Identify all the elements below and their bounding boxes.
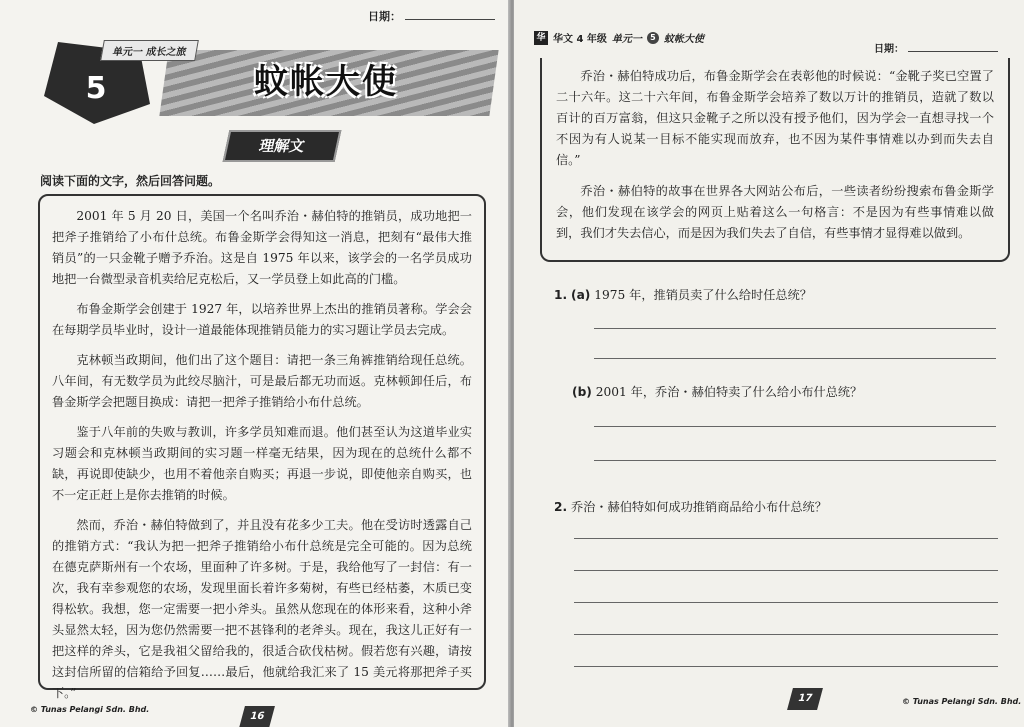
date-label: 日期：: [368, 10, 401, 23]
answer-line[interactable]: [574, 666, 998, 667]
passage-paragraph: 布鲁金斯学会创建于 1927 年，以培养世界上杰出的推销员著称。学会会在每期学员毕业时，设计一道最能体现推销员能力的实习题让学员去完成。: [52, 302, 472, 337]
date-field-right: [874, 40, 998, 55]
question-text: 1975 年，推销员卖了什么给时任总统？: [594, 288, 812, 302]
left-page: [0, 0, 510, 727]
header-grade: 华文 4 年级: [553, 34, 607, 45]
page-number: 17: [787, 688, 823, 710]
unit-tag: 单元一 成长之旅: [100, 40, 199, 61]
question-1a: [554, 286, 812, 303]
date-line[interactable]: [405, 19, 495, 20]
date-line[interactable]: [908, 51, 998, 52]
publisher-footer: © Tunas Pelangi Sdn. Bhd.: [30, 705, 150, 714]
passage-paragraph: 乔治・赫伯特成功后，布鲁金斯学会在表彰他的时候说：“金靴子奖已空置了二十六年。这二十六年间，布鲁金斯学会培养了数以万计的推销员，造就了数以百计的百万富翁，但这只金靴子之所以没有授予他们，因为学会一直想寻找一个不因为有人说某一目标不能实现而放弃，也不因为某件事情难以办到而失去自信。”: [556, 69, 994, 167]
passage-paragraph: 克林顿当政期间，他们出了这个题目：请把一条三角裤推销给现任总统。八年间，有无数学员为此绞尽脑汁，可是最后都无功而返。克林顿卸任后，布鲁金斯学会把题目换成：请把一把斧子推销给小布什总统。: [52, 353, 472, 409]
question-number: 1.: [554, 288, 568, 302]
question-text: 乔治・赫伯特如何成功推销商品给小布什总统？: [571, 500, 827, 514]
series-logo-icon: 华: [534, 31, 548, 45]
question-1b: [572, 383, 862, 400]
reading-passage-continued: [540, 58, 1010, 262]
question-text: 2001 年，乔治・赫伯特卖了什么给小布什总统？: [595, 385, 863, 399]
lesson-banner: [44, 40, 489, 124]
header-lesson-title: 蚊帐大使: [663, 34, 704, 45]
question-number: 2.: [554, 500, 568, 514]
right-page: [514, 0, 1024, 727]
section-label: 理解文: [223, 130, 342, 162]
lesson-number: 5: [85, 71, 107, 106]
answer-line[interactable]: [594, 358, 996, 359]
lesson-title: 蚊帐大使: [254, 62, 398, 102]
answer-line[interactable]: [594, 328, 996, 329]
answer-line[interactable]: [574, 570, 998, 571]
answer-line[interactable]: [594, 426, 996, 427]
question-part: (b): [572, 385, 592, 399]
passage-paragraph: 2001 年 5 月 20 日，美国一个名叫乔治・赫伯特的推销员，成功地把一把斧子推销给了小布什总统。布鲁金斯学会得知这一消息，把刻有“最伟大推销员”的一只金靴子赠予乔治。这是自 1975 年以来，该学会的一名学员成功地把一台微型录音机卖给尼克松后，又一学员登上如此高的门槛。: [52, 209, 472, 286]
page-header: [534, 30, 704, 45]
question-part: (a): [571, 288, 591, 302]
answer-line[interactable]: [574, 634, 998, 635]
answer-line[interactable]: [574, 602, 998, 603]
header-lesson-number: 5: [647, 32, 659, 44]
answer-line[interactable]: [594, 460, 996, 461]
answer-line[interactable]: [574, 538, 998, 539]
header-unit: 单元一: [611, 34, 642, 45]
instruction: 阅读下面的文字，然后回答问题。: [40, 174, 221, 188]
date-field-left: [368, 8, 495, 24]
date-label: 日期：: [874, 44, 904, 55]
passage-paragraph: 然而，乔治・赫伯特做到了，并且没有花多少工夫。他在受访时透露自己的推销方式：“我认为把一把斧子推销给小布什总统是完全可能的。因为总统在德克萨斯州有一个农场，里面种了许多树。于是，我给他写了一封信：有一次，我有幸参观您的农场，发现里面长着许多菊树，有些已经枯萎，木质已变得松软。我想，您一定需要一把小斧头。虽然从您现在的体形来看，这种小斧头显然太轻，因为您仍然需要一把不甚锋利的老斧头。现在，我这儿正好有一把这样的斧头，它是我祖父留给我的，很适合砍伐枯树。假若您有兴趣，请按这封信所留的信箱给予回复……最后，他就给我汇来了 15 美元将那把斧子买下。”: [52, 518, 472, 700]
passage-paragraph: 乔治・赫伯特的故事在世界各大网站公布后，一些读者纷纷搜索布鲁金斯学会，他们发现在该学会的网页上贴着这么一句格言：不是因为有些事情难以做到，我们才失去信心，而是因为我们失去了自信，有些事情才显得难以做到。: [556, 184, 994, 240]
question-2: [554, 498, 827, 515]
page-number: 16: [239, 706, 275, 727]
publisher-footer: © Tunas Pelangi Sdn. Bhd.: [902, 697, 1022, 706]
passage-paragraph: 鉴于八年前的失败与教训，许多学员知难而退。他们甚至认为这道毕业实习题会和克林顿当政期间的实习题一样毫无结果，因为现在的总统什么都不缺，再说即使缺少，也用不着他亲自购买；再退一步说，即使他亲自购买，也不一定正赶上是你去推销的时候。: [52, 425, 472, 502]
reading-passage: [38, 194, 486, 700]
